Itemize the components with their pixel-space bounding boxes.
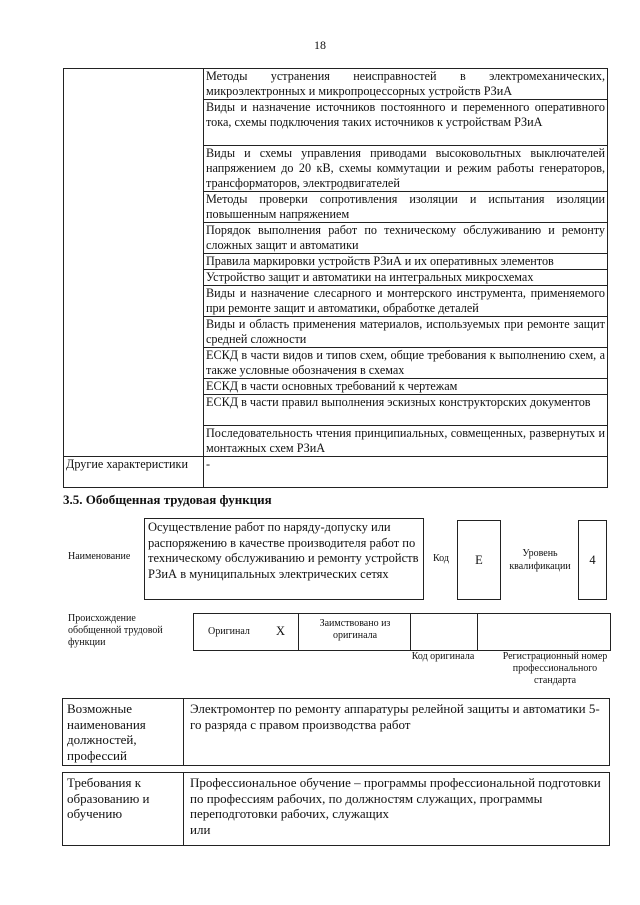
origin-label: Происхождение обобщенной трудовой функции xyxy=(68,613,163,648)
reg-caption: Регистрационный номер профессионального стандарта xyxy=(502,651,608,686)
original-label: Оригинал xyxy=(208,626,250,637)
education-value: Профессиональное обучение – программы профессиональной подготовки по профессиям рабочих, по должностям служащих, программы переподготовки рабочих, служащих xyxy=(190,775,601,821)
code-label: Код xyxy=(433,553,449,564)
knowledge-cell: ЕСКД в части правил выполнения эскизных конструкторских документов xyxy=(204,395,608,426)
positions-value: Электромонтер по ремонту аппаратуры релейной защиты и автоматики 5-го разряда с правом производства работ xyxy=(184,699,610,766)
education-value-cell xyxy=(184,773,610,846)
education-label: Требования к образованию и обучению xyxy=(63,773,184,846)
knowledge-table xyxy=(63,68,608,488)
knowledge-cell: Методы устранения неисправностей в электромеханических, микроэлектронных и микропроцессорных устройств РЗиА xyxy=(204,69,608,100)
level-label: Уровень квалификации xyxy=(509,548,571,572)
divider xyxy=(477,614,478,650)
positions-table xyxy=(62,698,610,766)
table-row xyxy=(63,699,610,766)
divider xyxy=(298,614,299,650)
education-value-tail: или xyxy=(190,821,211,837)
name-label: Наименование xyxy=(68,551,131,562)
borrowed-label: Заимствовано из оригинала xyxy=(319,618,391,641)
knowledge-cell: Последовательность чтения принципиальных, совмещенных, развернутых и монтажных схем РЗиА xyxy=(204,426,608,457)
knowledge-cell: ЕСКД в части основных требований к чертежам xyxy=(204,379,608,395)
code-caption: Код оригинала xyxy=(411,651,475,662)
knowledge-cell: Виды и назначение источников постоянного и переменного оперативного тока, схемы подключения таких источников к устройствам РЗиА xyxy=(204,100,608,146)
section-title: 3.5. Обобщенная трудовая функция xyxy=(63,492,272,507)
knowledge-cell: ЕСКД в части видов и типов схем, общие требования к выполнению схем, а также условные обозначения в схемах xyxy=(204,348,608,379)
gtf-level-box: 4 xyxy=(578,520,607,600)
table-row xyxy=(63,773,610,846)
other-characteristics-value: - xyxy=(204,457,608,488)
table-row xyxy=(64,457,608,488)
gtf-name-box: Осуществление работ по наряду-допуску или распоряжению в качестве производителя работ по техническому обслуживанию и ремонту устройств РЗиА в муниципальных электрических сетях xyxy=(144,518,424,600)
knowledge-cell: Виды и схемы управления приводами высоковольтных выключателей напряжением до 20 кВ, схемы коммутации и режим работы генераторов, трансформаторов, электродвигателей xyxy=(204,146,608,192)
positions-label: Возможные наименования должностей, профессий xyxy=(63,699,184,766)
gtf-code-box: E xyxy=(457,520,501,600)
empty-left-cell xyxy=(64,69,204,457)
table-row xyxy=(64,69,608,100)
knowledge-cell: Виды и область применения материалов, используемых при ремонте защит средней сложности xyxy=(204,317,608,348)
knowledge-cell: Устройство защит и автоматики на интегральных микросхемах xyxy=(204,270,608,286)
original-mark: X xyxy=(276,624,286,638)
education-table xyxy=(62,772,610,846)
divider xyxy=(410,614,411,650)
knowledge-cell: Методы проверки сопротивления изоляции и испытания изоляции повышенным напряжением xyxy=(204,192,608,223)
knowledge-cell: Правила маркировки устройств РЗиА и их оперативных элементов xyxy=(204,254,608,270)
other-characteristics-label: Другие характеристики xyxy=(64,457,204,488)
origin-row xyxy=(193,613,611,651)
page-number: 18 xyxy=(314,38,326,52)
knowledge-cell: Виды и назначение слесарного и монтерского инструмента, применяемого при ремонте защит и автоматики, обработке деталей xyxy=(204,286,608,317)
knowledge-cell: Порядок выполнения работ по техническому обслуживанию и ремонту сложных защит и автоматики xyxy=(204,223,608,254)
